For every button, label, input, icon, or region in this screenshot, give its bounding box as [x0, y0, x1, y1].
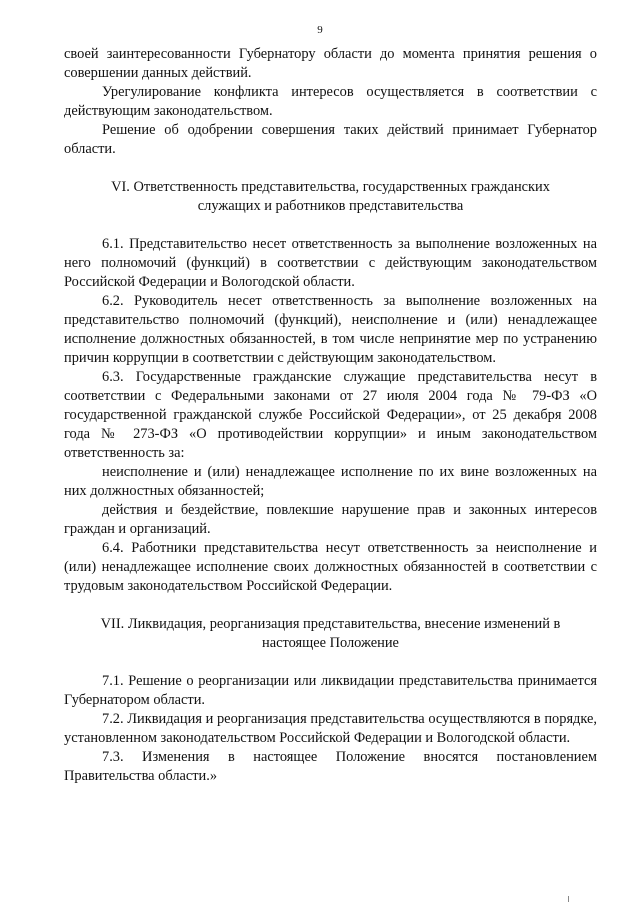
paragraph-6-3-item-2: действия и бездействие, повлекшие нарушение прав и законных интересов граждан и организаций.	[64, 502, 597, 537]
paragraph-6-2: 6.2. Руководитель несет ответственность за выполнение возложенных на представительство полномочий (функций), неисполнение и (или) ненадлежащее исполнение должностных обязанностей, в том числе непринятие мер по устранению причин коррупции в соответствии с действующим законодательством.	[64, 293, 597, 366]
paragraph-approval-decision: Решение об одобрении совершения таких действий принимает Губернатор области.	[64, 122, 597, 157]
paragraph-6-1: 6.1. Представительство несет ответственность за выполнение возложенных на него полномочий (функций) в соответствии с действующим законодательством Российской Федерации и Вологодской области.	[64, 236, 597, 290]
section-7-heading: VII. Ликвидация, реорганизация представительства, внесение изменений в настоящее Положение	[100, 616, 561, 651]
scan-mark	[568, 896, 569, 902]
paragraph-6-3-item-1: неисполнение и (или) ненадлежащее исполнение по их вине возложенных на них должностных обязанностей;	[64, 464, 597, 499]
paragraph-7-3: 7.3. Изменения в настоящее Положение вносятся постановлением Правительства области.»	[64, 749, 597, 784]
paragraph-continuation: своей заинтересованности Губернатору области до момента принятия решения о совершении данных действий.	[64, 46, 597, 81]
paragraph-7-2: 7.2. Ликвидация и реорганизация представительства осуществляются в порядке, установленном законодательством Российской Федерации и Вологодской области.	[64, 711, 597, 746]
page-number: 9	[317, 24, 323, 36]
paragraph-6-4: 6.4. Работники представительства несут ответственность за неисполнение и (или) ненадлежащее исполнение своих должностных обязанностей в соответствии с трудовым законодательством Российской Федерации.	[64, 540, 597, 594]
document-body	[64, 45, 597, 786]
paragraph-7-1: 7.1. Решение о реорганизации или ликвидации представительства принимается Губернатором области.	[64, 673, 597, 708]
paragraph-6-3: 6.3. Государственные гражданские служащие представительства несут в соответствии с Федеральными законами от 27 июля 2004 года № 79-ФЗ «О государственной гражданской службе Российской Федерации», от 25 декабря 2008 года № 273-ФЗ «О противодействии коррупции» и иным законодательством ответственность за:	[64, 369, 597, 461]
paragraph-conflict-regulation: Урегулирование конфликта интересов осуществляется в соответствии с действующим законодательством.	[64, 84, 597, 119]
section-6-heading: VI. Ответственность представительства, государственных гражданских служащих и работников представительства	[111, 179, 550, 214]
